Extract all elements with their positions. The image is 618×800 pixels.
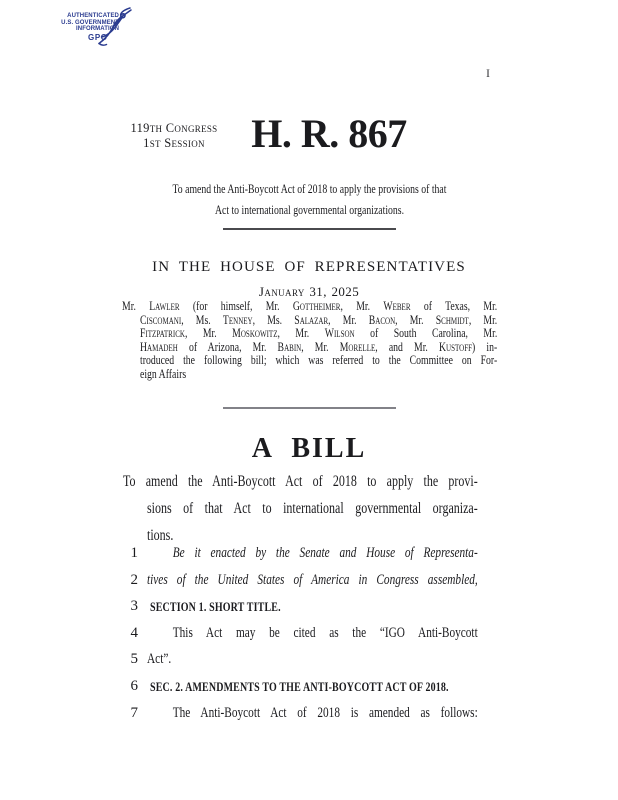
line-text: SEC. 2. AMENDMENTS TO THE ANTI-BOYCOTT ACT OF 2018.: [150, 679, 449, 694]
gpo-label: GPO: [88, 33, 108, 42]
sponsor-text-segment: eign Affairs: [140, 366, 187, 381]
sponsor-line: [122, 299, 498, 314]
bill-summary-line: To amend the Anti-Boycott Act of 2018 to apply the provisions of that: [172, 182, 447, 196]
bill-line: [0, 567, 618, 594]
bill-line: [0, 620, 618, 647]
congress-session-block: [112, 121, 236, 150]
page-number: I: [486, 66, 490, 80]
gpo-seal-text-line: AUTHENTICATED: [67, 13, 119, 19]
bill-title-heading: A BILL: [251, 433, 367, 464]
sponsor-text-segment: , and Mr.: [375, 339, 439, 354]
bill-line: [0, 540, 618, 567]
long-title-line: sions of that Act to international governmental organiza-: [147, 499, 478, 517]
bill-line: [0, 646, 618, 673]
divider-rule-top: [223, 228, 396, 230]
sponsor-text-segment: troduced the following bill; which was referred to the Committee on For-: [140, 353, 498, 368]
line-number: 7: [130, 704, 138, 721]
sponsor-text-segment: , Mr.: [301, 339, 340, 354]
sponsor-text-segment: Tenney: [222, 312, 253, 327]
line-text: tives of the United States of America in Congress assembled,: [147, 571, 478, 588]
bill-summary-line: Act to international governmental organizations.: [214, 203, 405, 217]
sponsor-line: [140, 354, 497, 368]
sponsor-text-segment: , Ms.: [252, 312, 295, 327]
sponsor-text-segment: , Mr.: [184, 326, 233, 341]
sponsor-text-segment: , Ms.: [181, 312, 223, 327]
sponsor-text-segment: Ciscomani: [140, 312, 182, 327]
sponsor-text-segment: Fitzpatrick: [140, 326, 185, 341]
sponsor-text-segment: Moskowitz: [232, 326, 278, 341]
line-number: 2: [130, 571, 138, 588]
bill-summary: [134, 179, 484, 221]
sponsor-text-segment: Salazar: [294, 312, 329, 327]
line-number: 6: [130, 677, 138, 694]
divider-rule-bottom: [223, 407, 396, 409]
sponsor-text-segment: Kustoff: [438, 339, 473, 354]
sponsor-text-segment: Weber: [383, 299, 411, 313]
long-title-line: tions.: [147, 526, 174, 544]
sponsor-text-segment: of Arizona, Mr.: [177, 339, 278, 354]
sponsor-line: [140, 341, 497, 355]
gpo-seal-text-line: U.S. GOVERNMENT: [61, 19, 119, 26]
line-text: Be it enacted by the Senate and House of Representa-: [172, 545, 478, 561]
bill-long-title: [123, 469, 478, 549]
line-number: 1: [130, 545, 138, 561]
line-number: 4: [130, 624, 138, 641]
sponsor-text-segment: , Mr.: [468, 312, 498, 327]
line-text: SECTION 1. SHORT TITLE.: [150, 600, 281, 615]
sponsor-text-segment: Babin: [277, 339, 302, 354]
sponsor-text-segment: Bacon: [368, 312, 396, 327]
sponsor-text-segment: Schmidt: [435, 312, 469, 327]
line-text: This Act may be cited as the “IGO Anti-Boycott: [172, 624, 478, 641]
sponsor-text-segment: Hamadeh: [140, 339, 178, 354]
bill-number: H. R. 867: [251, 111, 407, 156]
line-number: 3: [130, 598, 138, 615]
bill-line: [0, 673, 618, 700]
sponsor-text-segment: Gottheimer: [292, 299, 341, 313]
sponsor-text-segment: of Texas, Mr.: [410, 299, 498, 313]
bill-line: [0, 593, 618, 620]
chamber-heading: IN THE HOUSE OF REPRESENTATIVES: [152, 259, 466, 275]
long-title-line: To amend the Anti-Boycott Act of 2018 to apply the provi-: [123, 473, 478, 490]
sponsor-paragraph: [122, 299, 498, 382]
sponsor-line: [140, 314, 497, 328]
congress-label: 119th Congress: [130, 121, 218, 135]
sponsor-text-segment: , Mr.: [395, 312, 436, 327]
gpo-seal-text-line: INFORMATION: [76, 26, 119, 33]
sponsor-text-segment: , Mr.: [340, 299, 384, 313]
gpo-seal: [57, 6, 137, 54]
sponsor-line: [140, 368, 497, 382]
bill-body: [0, 540, 618, 726]
sponsor-text-segment: of South Carolina, Mr.: [354, 326, 498, 341]
sponsor-text-segment: Mr.: [122, 299, 150, 313]
sponsor-text-segment: (for himself, Mr.: [179, 299, 293, 313]
sponsor-text-segment: Morelle: [339, 339, 376, 354]
bill-line: [0, 700, 618, 727]
line-text: The Anti-Boycott Act of 2018 is amended as follows:: [172, 704, 478, 721]
sponsor-text-segment: Wilson: [324, 326, 355, 341]
introduction-date: January 31, 2025: [258, 284, 360, 299]
session-label: 1st Session: [143, 135, 205, 150]
sponsor-text-segment: ) in-: [472, 339, 498, 354]
gpo-eagle-icon: [97, 6, 133, 50]
sponsor-text-segment: , Mr.: [277, 326, 325, 341]
line-text: Act”.: [147, 651, 172, 668]
sponsor-line: [140, 327, 497, 341]
sponsor-text-segment: , Mr.: [328, 312, 369, 327]
line-number: 5: [130, 651, 138, 668]
sponsor-text-segment: Lawler: [149, 299, 180, 313]
